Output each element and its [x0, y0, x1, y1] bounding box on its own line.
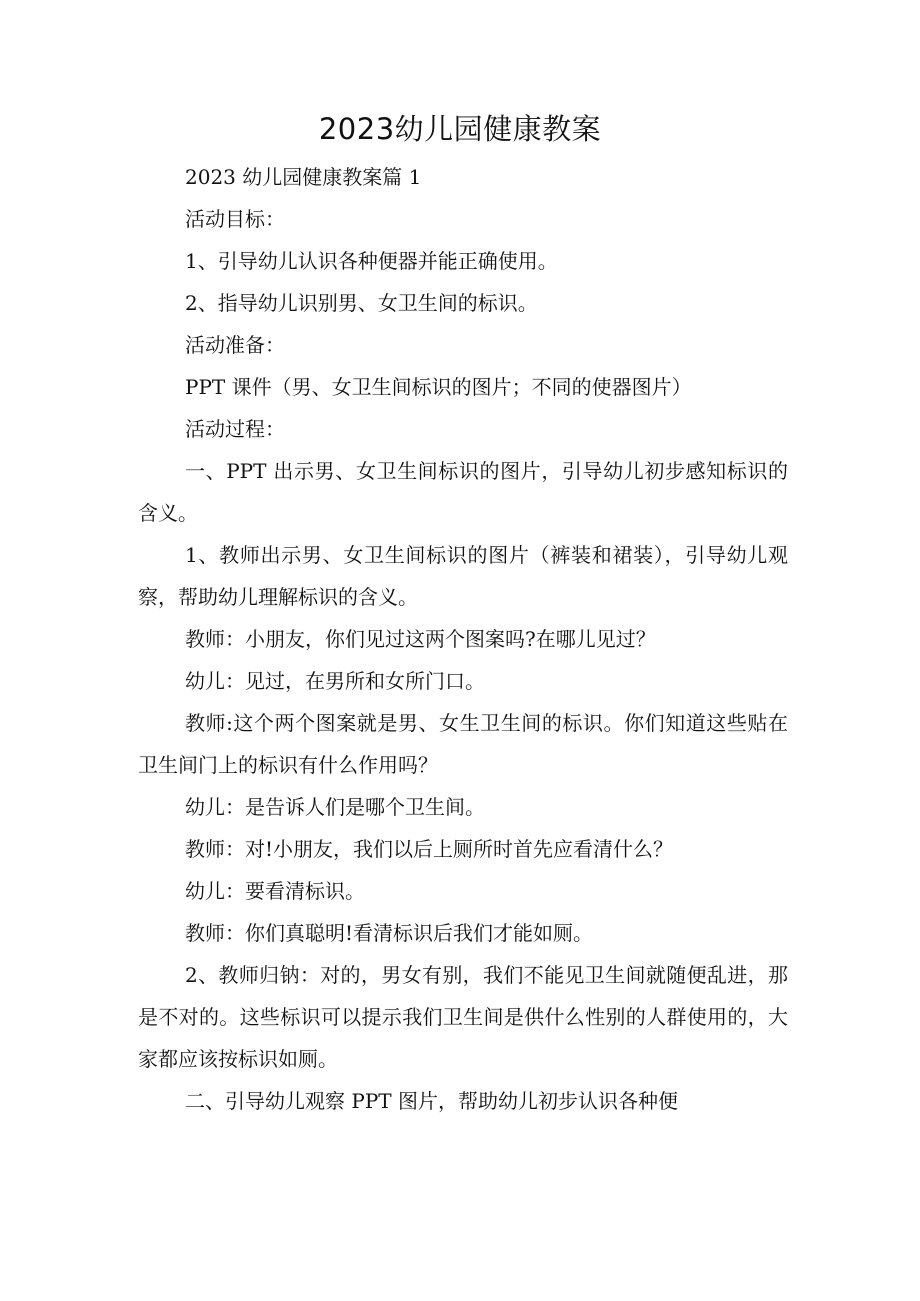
- paragraph-process-1-2: 2、教师归钠：对的，男女有别，我们不能见卫生间就随便乱进，那是不对的。这些标识可以提示我们卫生间是供什么性别的人群使用的，大家都应该按标识如厕。: [138, 963, 788, 1071]
- paragraph-heading-process: 活动过程：: [185, 417, 285, 441]
- paragraph-dialogue: 教师:这个两个图案就是男、女生卫生间的标识。你们知道这些贴在卫生间门上的标识有什么作用吗？: [138, 711, 788, 777]
- document-title: 2023幼儿园健康教案: [318, 112, 602, 146]
- paragraph-dialogue: 幼儿：要看清标识。: [185, 879, 365, 903]
- paragraph-dialogue: 幼儿：见过，在男所和女所门口。: [185, 669, 485, 693]
- document-body: [138, 156, 788, 1122]
- paragraph-heading-goals: 活动目标：: [185, 207, 285, 231]
- paragraph-dialogue: 幼儿：是告诉人们是哪个卫生间。: [185, 795, 485, 819]
- paragraph-subtitle: 2023 幼儿园健康教案篇 1: [185, 165, 422, 189]
- paragraph-goal-1: 1、引导幼儿认识各种便器并能正确使用。: [185, 249, 558, 273]
- paragraph-dialogue: 教师：小朋友，你们见过这两个图案吗?在哪儿见过？: [185, 627, 656, 651]
- paragraph-heading-preparation: 活动准备：: [185, 333, 285, 357]
- paragraph-process-1: 一、PPT 出示男、女卫生间标识的图片，引导幼儿初步感知标识的含义。: [138, 459, 788, 525]
- paragraph-dialogue: 教师：对!小朋友，我们以后上厕所时首先应看清什么？: [185, 837, 674, 861]
- paragraph-process-1-1: 1、教师出示男、女卫生间标识的图片（裤装和裙装），引导幼儿观察，帮助幼儿理解标识的含义。: [138, 543, 788, 609]
- paragraph-process-2: 二、引导幼儿观察 PPT 图片，帮助幼儿初步认识各种便: [185, 1089, 678, 1113]
- paragraph-goal-2: 2、指导幼儿识别男、女卫生间的标识。: [185, 291, 538, 315]
- paragraph-preparation: PPT 课件（男、女卫生间标识的图片；不同的使器图片）: [185, 375, 692, 399]
- paragraph-dialogue: 教师：你们真聪明!看清标识后我们才能如厕。: [185, 921, 594, 945]
